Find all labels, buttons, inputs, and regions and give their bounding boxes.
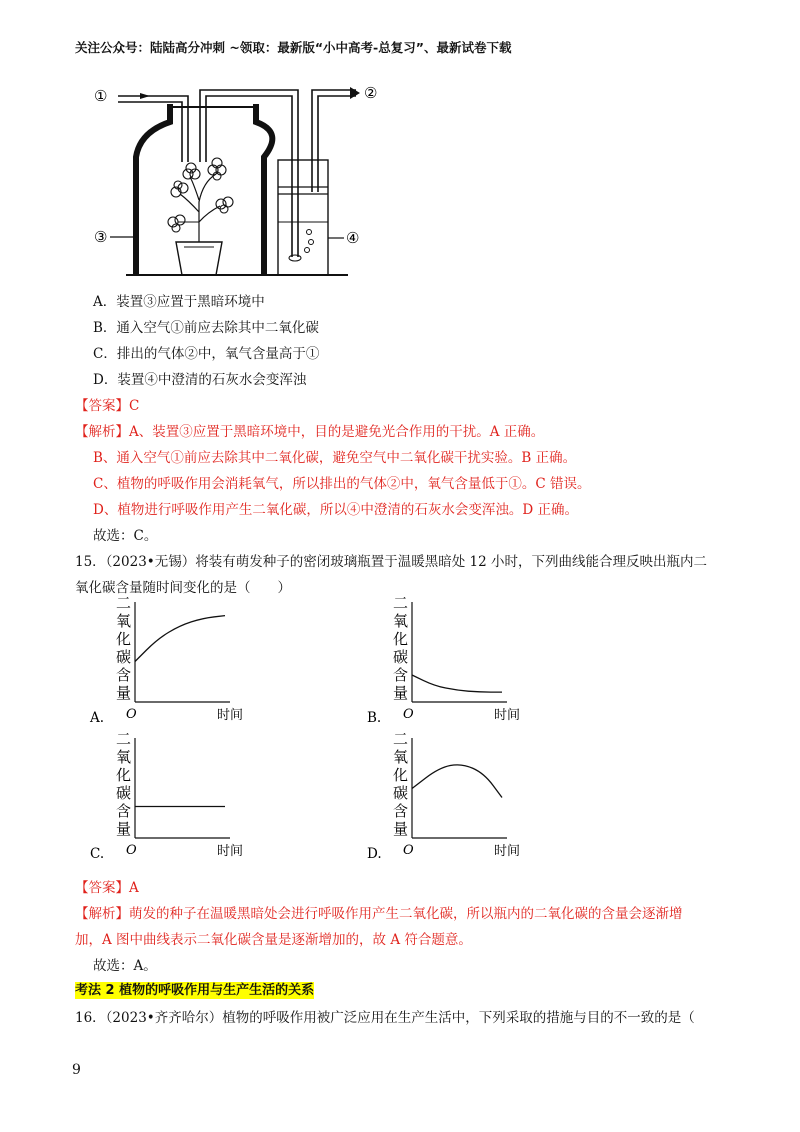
answer-tag: 【答案】	[75, 398, 129, 414]
y-axis-label-char: 碳	[116, 784, 132, 802]
y-axis-label-char: 含	[393, 666, 409, 684]
y-axis-label-char: 碳	[393, 648, 409, 666]
q15-analysis-line: 加，A 图中曲线表示二氧化碳含量是逐渐增加的，故 A 符合题意。	[75, 932, 472, 948]
chart-d	[365, 730, 545, 865]
x-axis-label: 时间	[217, 844, 244, 859]
page-header: 关注公众号：陆陆高分冲刺 ~领取：最新版“小中高考-总复习”、最新试卷下载	[75, 40, 512, 55]
outlet-tube	[312, 90, 356, 192]
y-axis-label-char: 量	[116, 684, 132, 702]
q15-answer	[75, 876, 139, 896]
label-1: ①	[94, 87, 108, 105]
origin-label: O	[126, 707, 137, 722]
y-axis-label-char: 含	[116, 802, 132, 820]
y-axis-label-char: 氧	[116, 612, 132, 630]
chart-option-label: C.	[90, 846, 105, 862]
origin-label: O	[403, 843, 414, 858]
series-line	[412, 765, 502, 798]
origin-label: O	[403, 707, 414, 722]
series-line	[412, 675, 502, 692]
chart-c	[88, 730, 268, 865]
label-2: ②	[364, 84, 378, 102]
bell-jar	[136, 104, 272, 275]
y-axis-label-char: 氧	[116, 748, 132, 766]
chart-option-label: B.	[367, 710, 382, 726]
q16-stem: 16．（2023•齐齐哈尔）植物的呼吸作用被广泛应用在生产生活中，下列采取的措施与目的不一致的是（	[75, 1010, 695, 1026]
chart-a	[88, 594, 268, 729]
x-axis-label: 时间	[217, 708, 244, 723]
y-axis-label-char: 化	[393, 630, 409, 648]
origin-label: O	[126, 843, 137, 858]
section-title: 考法 2 植物的呼吸作用与生产生活的关系	[75, 983, 315, 998]
chart-option-label: A.	[90, 710, 105, 726]
y-axis-label-char: 二	[116, 730, 132, 748]
q14-conclusion: 故选：C。	[93, 528, 158, 544]
q14-option-a: A．装置③应置于黑暗环境中	[93, 294, 265, 310]
y-axis-label-char: 二	[116, 594, 132, 612]
y-axis-label-char: 氧	[393, 748, 409, 766]
q14-analysis-line: B、通入空气①前应去除其中二氧化碳，避免空气中二氧化碳干扰实验。B 正确。	[93, 450, 577, 466]
q14-option-b: B．通入空气①前应去除其中二氧化碳	[93, 320, 319, 336]
y-axis-label-char: 碳	[393, 784, 409, 802]
q14-analysis-line: C、植物的呼吸作用会消耗氧气，所以排出的气体②中，氧气含量低于①。C 错误。	[93, 476, 591, 492]
q14-option-d: D．装置④中澄清的石灰水会变浑浊	[93, 372, 307, 388]
q15-stem: 氧化碳含量随时间变化的是（ ）	[75, 580, 291, 596]
q15-conclusion: 故选：A。	[93, 958, 157, 974]
answer-value: C	[129, 398, 140, 414]
q14-analysis-line: D、植物进行呼吸作用产生二氧化碳，所以④中澄清的石灰水会变浑浊。D 正确。	[93, 502, 578, 518]
y-axis-label-char: 二	[393, 730, 409, 748]
y-axis-label-char: 含	[116, 666, 132, 684]
y-axis-label-char: 化	[116, 630, 132, 648]
x-axis-label: 时间	[494, 844, 521, 859]
y-axis-label-char: 量	[393, 684, 409, 702]
y-axis-label-char: 氧	[393, 612, 409, 630]
apparatus-diagram	[88, 82, 388, 282]
y-axis-label-char: 含	[393, 802, 409, 820]
limewater-bottle	[278, 160, 328, 275]
y-axis-label-char: 量	[116, 820, 132, 838]
y-axis-label-char: 化	[116, 766, 132, 784]
connecting-tube	[200, 90, 298, 257]
page-number: 9	[72, 1062, 81, 1078]
x-axis-label: 时间	[494, 708, 521, 723]
label-3: ③	[94, 228, 108, 246]
answer-tag: 【答案】	[75, 880, 129, 896]
chart-option-label: D.	[367, 846, 382, 862]
chart-b	[365, 594, 545, 729]
y-axis-label-char: 碳	[116, 648, 132, 666]
q14-analysis-line: 【解析】A、装置③应置于黑暗环境中，目的是避免光合作用的干扰。A 正确。	[75, 424, 545, 440]
q14-option-c: C．排出的气体②中，氧气含量高于①	[93, 346, 320, 362]
q14-answer	[75, 394, 139, 414]
series-line	[135, 616, 225, 662]
q15-stem: 15．（2023•无锡）将装有萌发种子的密闭玻璃瓶置于温暖黑暗处 12 小时，下列曲线能合理反映出瓶内二	[75, 554, 708, 570]
label-4: ④	[346, 229, 360, 247]
answer-value: A	[129, 880, 139, 896]
y-axis-label-char: 化	[393, 766, 409, 784]
y-axis-label-char: 二	[393, 594, 409, 612]
q15-analysis-line: 【解析】萌发的种子在温暖黑暗处会进行呼吸作用产生二氧化碳，所以瓶内的二氧化碳的含量会逐渐增	[75, 906, 683, 922]
y-axis-label-char: 量	[393, 820, 409, 838]
